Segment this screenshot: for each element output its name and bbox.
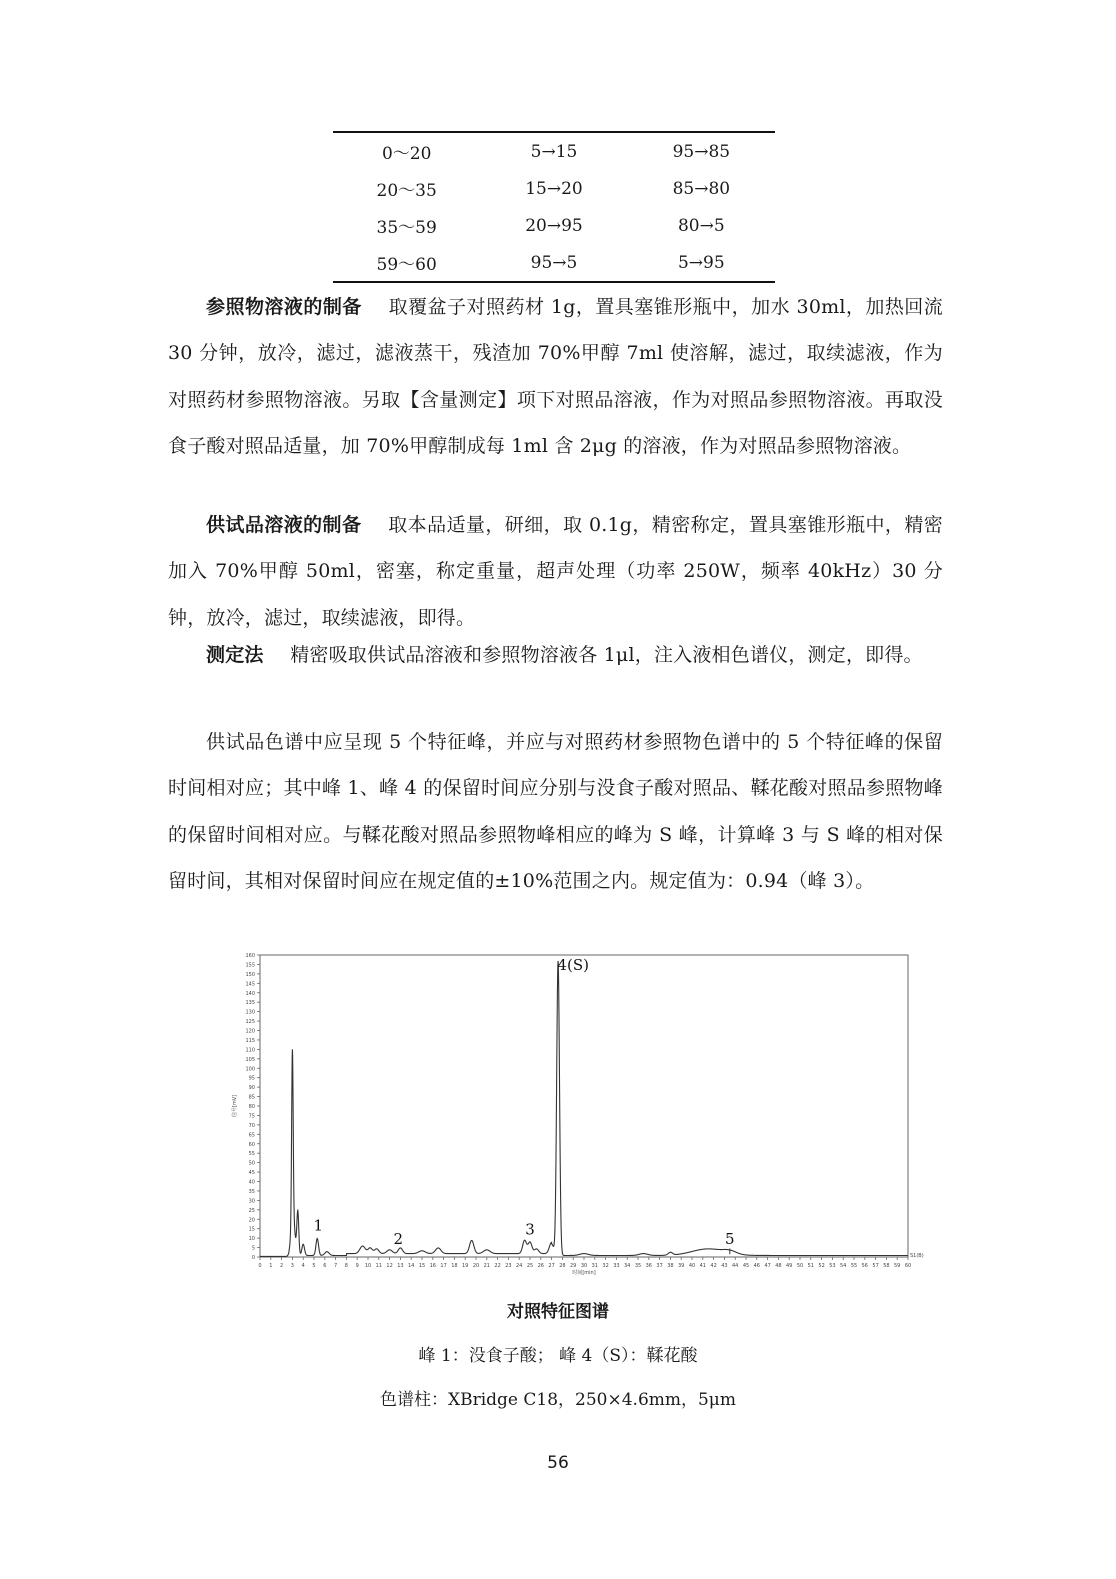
x-tick-label: 16 <box>429 1263 436 1269</box>
x-tick-label: 29 <box>570 1263 577 1269</box>
table-row: 0～20 5→15 95→85 <box>381 141 731 164</box>
x-tick-label: 13 <box>397 1263 404 1269</box>
y-tick-label: 5 <box>251 1245 255 1252</box>
y-tick-label: 10 <box>248 1236 255 1243</box>
x-tick-label: 17 <box>440 1263 447 1269</box>
y-tick-label: 145 <box>245 981 255 988</box>
y-tick-label: 120 <box>245 1028 255 1035</box>
trace-label: S1(B) <box>910 1253 924 1260</box>
peak-label: 3 <box>525 1220 535 1239</box>
y-tick-label: 90 <box>248 1085 255 1092</box>
gradient-table <box>333 131 775 283</box>
x-tick-label: 18 <box>451 1263 458 1269</box>
x-tick-label: 9 <box>355 1263 359 1269</box>
x-tick-label: 5 <box>312 1263 316 1269</box>
x-tick-label: 22 <box>494 1263 501 1269</box>
x-tick-label: 26 <box>537 1263 544 1269</box>
reference-solution-text: 取覆盆子对照药材 1g，置具塞锥形瓶中，加水 30ml，加热回流 30 分钟，放冷，滤过，滤液蒸干，残渣加 70%甲醇 7ml 使溶解，滤过，取续滤液，作为对照药材参照物溶液。另取【含量测定】项下对照品溶液，作为对照品参照物溶液。再取没食子酸对照品适量，加 70%甲醇制成每 1ml 含 2μg 的溶液，作为对照品参照物溶液。 <box>168 296 943 457</box>
y-tick-label: 20 <box>248 1217 255 1224</box>
table-row: 35～59 20→95 80→5 <box>376 215 725 238</box>
x-tick-label: 15 <box>418 1263 426 1269</box>
x-tick-label: 25 <box>526 1263 534 1269</box>
x-tick-label: 11 <box>375 1263 382 1269</box>
x-tick-label: 6 <box>323 1263 327 1269</box>
x-tick-label: 52 <box>818 1263 825 1269</box>
x-tick-label: 21 <box>483 1263 490 1269</box>
reference-solution-paragraph <box>168 284 943 469</box>
y-tick-label: 150 <box>245 971 255 978</box>
x-tick-label: 55 <box>850 1263 858 1269</box>
figure-title: 对照特征图谱 <box>507 1302 609 1322</box>
reference-chromatogram <box>228 947 924 1276</box>
y-tick-label: 85 <box>248 1094 255 1101</box>
peak-label: 5 <box>725 1229 735 1248</box>
x-tick-label: 19 <box>462 1263 469 1269</box>
table-row: 59～60 95→5 5→95 <box>376 252 725 275</box>
x-tick-label: 51 <box>807 1263 814 1269</box>
x-tick-label: 27 <box>548 1263 555 1269</box>
column-info: 色谱柱：XBridge C18，250×4.6mm，5μm <box>380 1390 736 1410</box>
x-tick-label: 57 <box>872 1263 879 1269</box>
figure-caption: 峰 1：没食子酸； 峰 4（S）：鞣花酸 <box>418 1346 698 1366</box>
y-tick-label: 100 <box>245 1066 255 1073</box>
x-tick-label: 3 <box>290 1263 294 1269</box>
x-tick-label: 54 <box>840 1263 847 1269</box>
method-text: 精密吸取供试品溶液和参照物溶液各 1μl，注入液相色谱仪，测定，即得。 <box>290 644 923 666</box>
y-tick-label: 80 <box>248 1104 255 1110</box>
y-tick-label: 135 <box>245 1000 255 1007</box>
x-tick-label: 10 <box>364 1263 372 1269</box>
y-tick-label: 45 <box>248 1170 255 1177</box>
table-row: 20～35 15→20 85→80 <box>376 178 731 201</box>
x-tick-label: 38 <box>667 1263 674 1269</box>
x-tick-label: 59 <box>894 1263 901 1269</box>
peak-label: 1 <box>313 1216 324 1235</box>
x-tick-label: 24 <box>516 1263 523 1269</box>
x-tick-label: 28 <box>559 1263 566 1269</box>
x-tick-label: 44 <box>732 1263 739 1269</box>
x-tick-label: 46 <box>753 1263 760 1269</box>
y-tick-label: 105 <box>245 1056 255 1063</box>
x-tick-label: 50 <box>796 1263 804 1269</box>
criteria-paragraph: 供试品色谱中应呈现 5 个特征峰，并应与对照药材参照物色谱中的 5 个特征峰的保留时间相对应；其中峰 1、峰 4 的保留时间应分别与没食子酸对照品、鞣花酸对照品参照物峰的保留时间相对应。与鞣花酸对照品参照物峰相应的峰为 S 峰，计算峰 3 与 S 峰的相对保留时间，其相对保留时间应在规定值的±10%范围之内。规定值为：0.94（峰 3）。 <box>168 731 943 892</box>
x-tick-label: 42 <box>710 1263 717 1269</box>
y-tick-label: 160 <box>245 953 255 959</box>
x-tick-label: 4 <box>301 1263 305 1269</box>
x-tick-label: 47 <box>764 1263 771 1269</box>
x-tick-label: 8 <box>344 1263 348 1269</box>
y-tick-label: 95 <box>248 1075 255 1082</box>
x-tick-label: 23 <box>505 1263 512 1269</box>
x-tick-label: 2 <box>280 1263 284 1269</box>
x-tick-label: 0 <box>258 1263 262 1269</box>
x-tick-label: 33 <box>613 1263 620 1269</box>
x-tick-label: 56 <box>861 1263 868 1269</box>
method-heading: 测定法 <box>206 644 264 666</box>
y-tick-label: 30 <box>248 1198 255 1205</box>
x-tick-label: 1 <box>269 1263 273 1269</box>
x-tick-label: 43 <box>721 1263 728 1269</box>
y-tick-label: 130 <box>245 1009 255 1016</box>
y-axis-label: 信号[mV] <box>232 1094 238 1118</box>
x-tick-label: 34 <box>624 1263 631 1269</box>
x-tick-label: 58 <box>883 1263 890 1269</box>
x-tick-label: 39 <box>678 1263 685 1269</box>
x-tick-label: 35 <box>634 1263 642 1269</box>
sample-solution-heading: 供试品溶液的制备 <box>206 514 362 536</box>
y-tick-label: 55 <box>248 1151 255 1158</box>
x-tick-label: 60 <box>904 1263 912 1269</box>
y-tick-label: 35 <box>248 1188 255 1195</box>
y-tick-label: 75 <box>248 1113 255 1120</box>
y-tick-label: 25 <box>248 1207 255 1214</box>
x-tick-label: 45 <box>742 1263 750 1269</box>
y-tick-label: 40 <box>248 1179 255 1186</box>
x-tick-label: 14 <box>408 1263 415 1269</box>
page-number: 56 <box>547 1453 569 1473</box>
plot-frame <box>260 955 908 1257</box>
x-tick-label: 20 <box>472 1263 480 1269</box>
y-tick-label: 110 <box>245 1047 255 1054</box>
x-tick-label: 7 <box>334 1263 338 1269</box>
y-tick-label: 50 <box>248 1160 255 1167</box>
sample-solution-text: 取本品适量，研细，取 0.1g，精密称定，置具塞锥形瓶中，精密加入 70%甲醇 50ml，密塞，称定重量，超声处理（功率 250W，频率 40kHz）30 分钟，放冷，滤过，取续滤液，即得。 <box>168 514 943 629</box>
peak-label: 4(S) <box>557 956 589 975</box>
x-tick-label: 36 <box>645 1263 652 1269</box>
x-tick-label: 12 <box>386 1263 393 1269</box>
x-tick-label: 41 <box>699 1263 706 1269</box>
y-tick-label: 15 <box>248 1226 255 1233</box>
y-tick-label: 70 <box>248 1122 255 1129</box>
y-tick-label: 115 <box>245 1037 255 1044</box>
y-tick-label: 0 <box>251 1255 255 1261</box>
x-tick-label: 32 <box>602 1263 609 1269</box>
x-axis-label: 时间[min] <box>572 1270 596 1276</box>
x-tick-label: 53 <box>829 1263 836 1269</box>
y-tick-label: 125 <box>245 1019 255 1026</box>
x-tick-label: 49 <box>786 1263 793 1269</box>
reference-solution-heading: 参照物溶液的制备 <box>206 296 362 318</box>
y-tick-label: 60 <box>248 1141 255 1148</box>
method-paragraph <box>168 632 943 678</box>
sample-solution-paragraph <box>168 502 943 641</box>
y-tick-label: 155 <box>245 962 255 969</box>
x-tick-label: 37 <box>656 1263 663 1269</box>
y-tick-label: 140 <box>245 990 255 997</box>
x-tick-label: 31 <box>591 1263 598 1269</box>
x-tick-label: 48 <box>775 1263 782 1269</box>
y-tick-label: 65 <box>248 1132 255 1139</box>
x-tick-label: 40 <box>688 1263 696 1269</box>
chromatogram-trace <box>260 961 908 1257</box>
peak-label: 2 <box>393 1229 404 1248</box>
x-tick-label: 30 <box>580 1263 588 1269</box>
